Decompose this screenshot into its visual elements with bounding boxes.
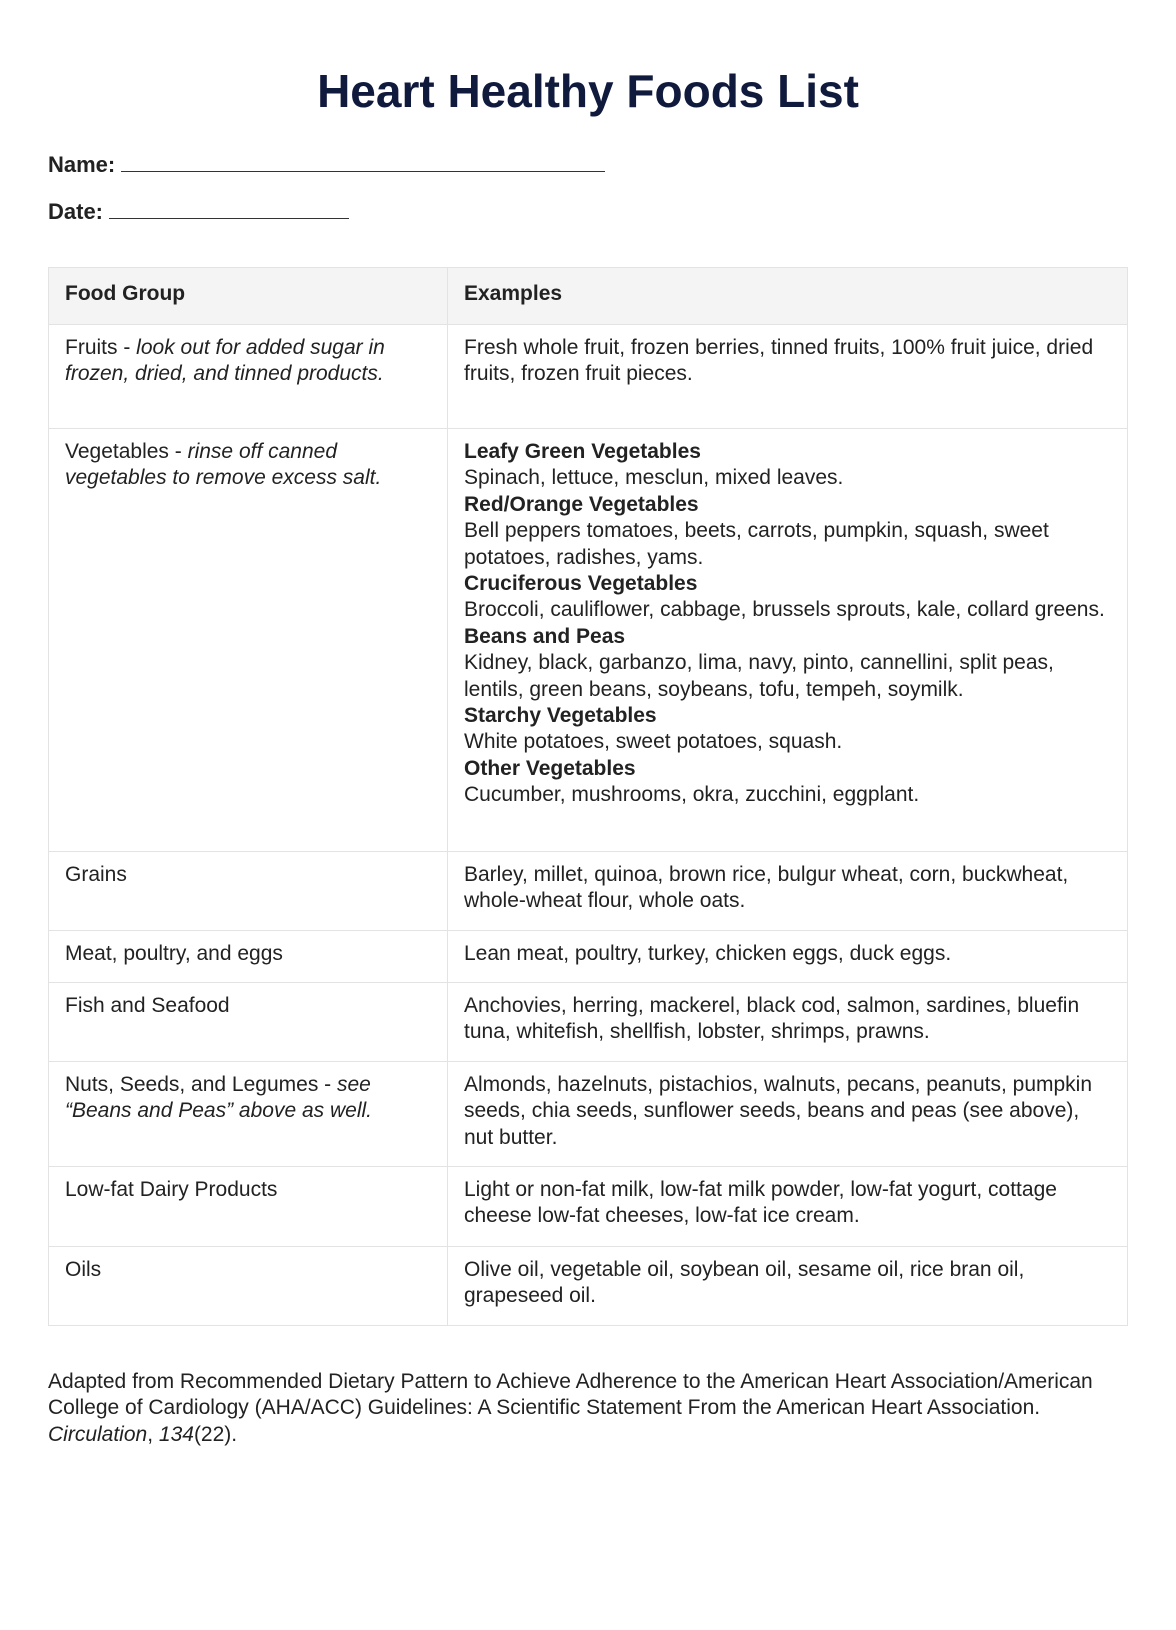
examples-cell bbox=[448, 429, 1128, 852]
name-field bbox=[48, 151, 605, 178]
subgroup bbox=[464, 439, 1111, 492]
table-row bbox=[49, 983, 1128, 1062]
table-row bbox=[49, 1062, 1128, 1167]
table-row bbox=[49, 429, 1128, 852]
citation-text: Adapted from Recommended Dietary Pattern to Achieve Adherence to the American Heart Association/American College of Cardiology (AHA/ACC) Guidelines: A Scientific Statement From the American Heart Association. bbox=[48, 1370, 1093, 1420]
header-examples: Examples bbox=[448, 268, 1128, 325]
food-group-cell bbox=[49, 1062, 448, 1167]
citation-issue: (22). bbox=[193, 1422, 238, 1446]
date-input-line[interactable] bbox=[109, 198, 349, 219]
subgroup-heading: Leafy Green Vegetables bbox=[464, 440, 701, 463]
name-input-line[interactable] bbox=[121, 151, 605, 172]
subgroup bbox=[464, 624, 1111, 703]
date-field bbox=[48, 198, 349, 225]
subgroup-items: Broccoli, cauliflower, cabbage, brussels sprouts, kale, collard greens. bbox=[464, 598, 1105, 622]
group-label: Nuts, Seeds, and Legumes - bbox=[65, 1073, 337, 1096]
table-header-row bbox=[49, 268, 1128, 325]
examples-cell: Light or non-fat milk, low-fat milk powder, low-fat yogurt, cottage cheese low-fat cheeses, low-fat ice cream. bbox=[448, 1167, 1128, 1247]
subgroup-heading: Red/Orange Vegetables bbox=[464, 492, 699, 516]
examples-cell: Barley, millet, quinoa, brown rice, bulgur wheat, corn, buckwheat, whole-wheat flour, whole oats. bbox=[448, 852, 1128, 931]
citation-journal: Circulation bbox=[48, 1422, 148, 1446]
food-group-cell: Grains bbox=[49, 852, 448, 931]
group-note: rinse off canned vegetables to remove excess salt. bbox=[65, 440, 382, 490]
food-group-cell: Low-fat Dairy Products bbox=[49, 1167, 448, 1247]
subgroup-items: Cucumber, mushrooms, okra, zucchini, eggplant. bbox=[464, 783, 920, 807]
food-group-cell bbox=[49, 325, 448, 429]
subgroup-items: Bell peppers tomatoes, beets, carrots, pumpkin, squash, sweet potatoes, radishes, yams. bbox=[464, 519, 1049, 569]
food-group-cell bbox=[49, 429, 448, 852]
subgroup-heading: Other Vegetables bbox=[464, 756, 636, 780]
table-row bbox=[49, 1167, 1128, 1247]
examples-cell: Lean meat, poultry, turkey, chicken eggs, duck eggs. bbox=[448, 931, 1128, 983]
citation bbox=[48, 1369, 1138, 1448]
table-row bbox=[49, 325, 1128, 429]
name-label: Name: bbox=[48, 152, 116, 177]
group-label: Vegetables - bbox=[65, 440, 188, 463]
food-group-cell: Meat, poultry, and eggs bbox=[49, 931, 448, 983]
subgroup-items: Spinach, lettuce, mesclun, mixed leaves. bbox=[464, 466, 844, 490]
subgroup-items: Kidney, black, garbanzo, lima, navy, pinto, cannellini, split peas, lentils, green beans, soybeans, tofu, tempeh, soymilk. bbox=[464, 651, 1054, 701]
table-row bbox=[49, 1247, 1128, 1326]
page-title: Heart Healthy Foods List bbox=[317, 65, 859, 117]
subgroup bbox=[464, 756, 1111, 809]
group-note: look out for added sugar in frozen, dried, and tinned products. bbox=[65, 336, 385, 386]
date-label: Date: bbox=[48, 199, 104, 224]
group-label: Fruits - bbox=[65, 336, 137, 359]
subgroup bbox=[464, 571, 1111, 624]
subgroup-heading: Cruciferous Vegetables bbox=[464, 572, 698, 596]
table-row bbox=[49, 852, 1128, 931]
table-row bbox=[49, 931, 1128, 983]
subgroup-heading: Starchy Vegetables bbox=[464, 704, 657, 728]
examples-cell: Fresh whole fruit, frozen berries, tinned fruits, 100% fruit juice, dried fruits, frozen fruit pieces. bbox=[448, 325, 1128, 429]
foods-table bbox=[48, 267, 1128, 1326]
subgroup-items: White potatoes, sweet potatoes, squash. bbox=[464, 730, 843, 754]
group-note: see “Beans and Peas” above as well. bbox=[65, 1073, 373, 1123]
subgroup bbox=[464, 492, 1111, 571]
food-group-cell: Oils bbox=[49, 1247, 448, 1326]
examples-cell: Almonds, hazelnuts, pistachios, walnuts, pecans, peanuts, pumpkin seeds, chia seeds, sunflower seeds, beans and peas (see above), nut butter. bbox=[448, 1062, 1128, 1167]
food-group-cell: Fish and Seafood bbox=[49, 983, 448, 1062]
citation-sep: , bbox=[147, 1422, 159, 1446]
subgroup-heading: Beans and Peas bbox=[464, 624, 626, 648]
examples-cell: Anchovies, herring, mackerel, black cod, salmon, sardines, bluefin tuna, whitefish, shellfish, lobster, shrimps, prawns. bbox=[448, 983, 1128, 1062]
examples-cell: Olive oil, vegetable oil, soybean oil, sesame oil, rice bran oil, grapeseed oil. bbox=[448, 1247, 1128, 1326]
header-food-group: Food Group bbox=[49, 268, 448, 325]
citation-volume: 134 bbox=[158, 1422, 194, 1446]
subgroup bbox=[464, 703, 1111, 756]
